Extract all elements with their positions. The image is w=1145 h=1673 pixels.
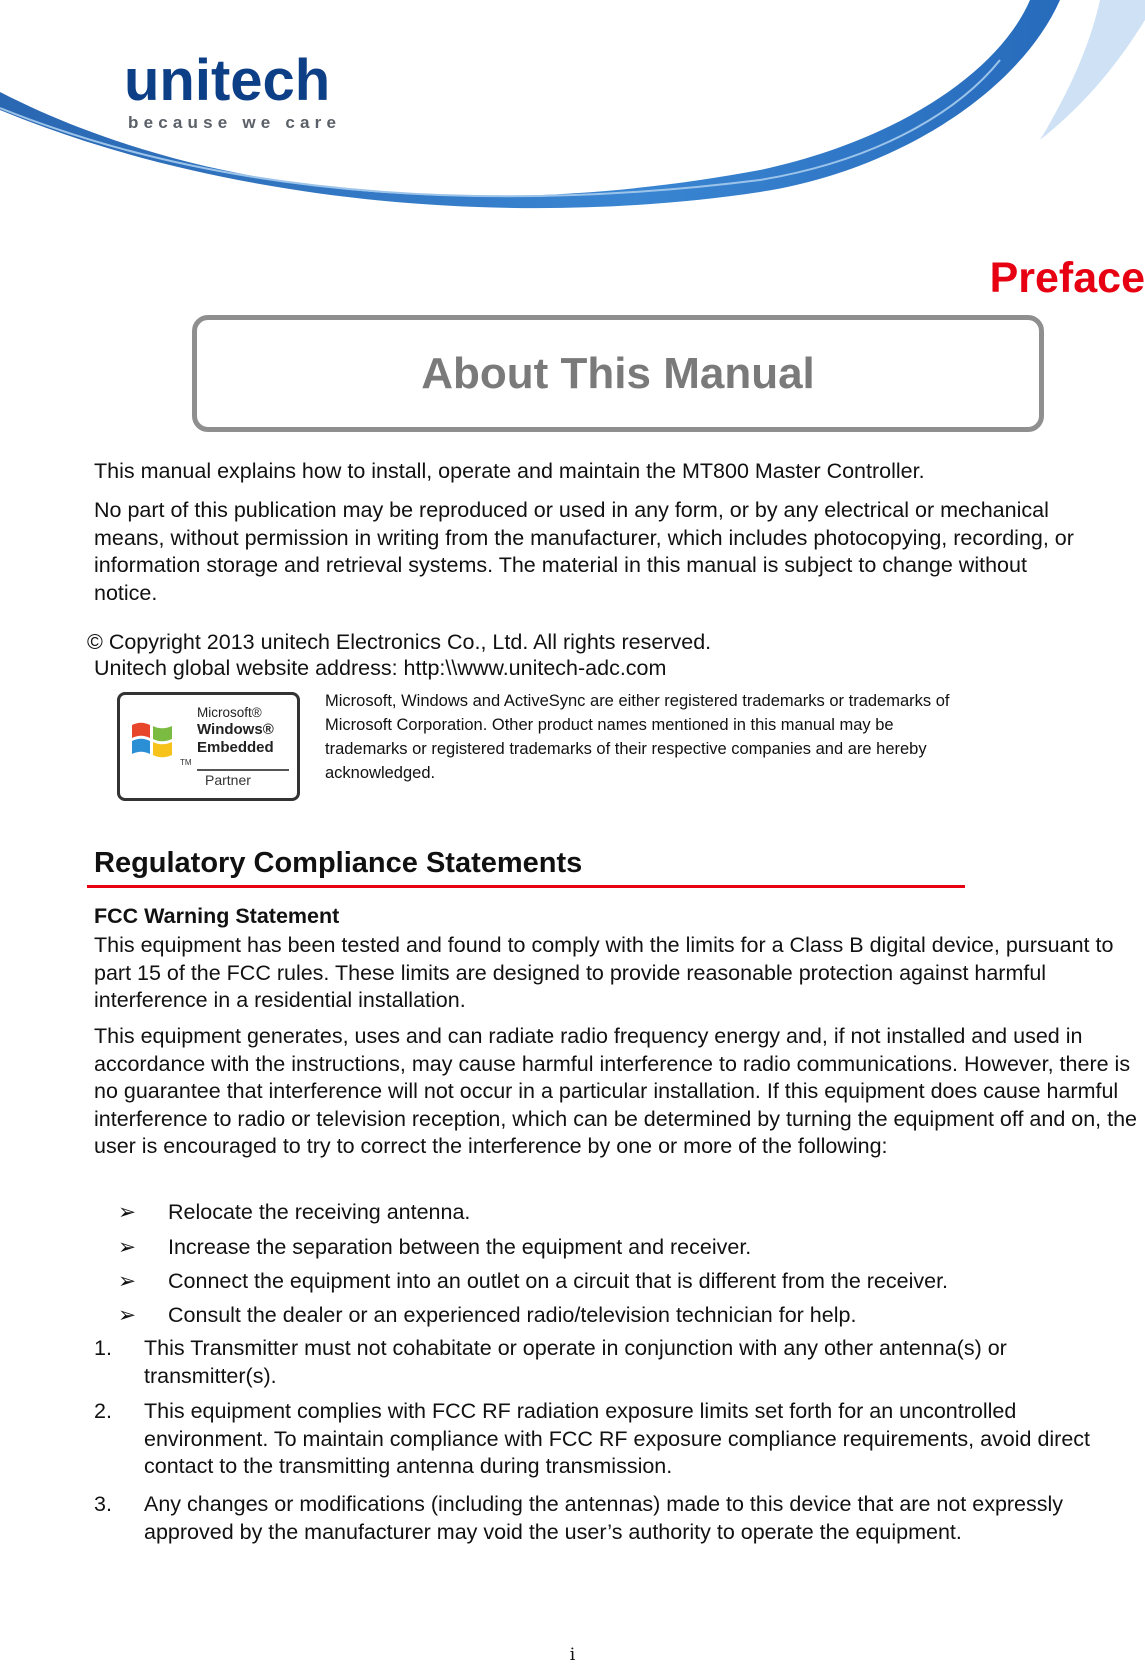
bullet-text: Relocate the receiving antenna. — [168, 1200, 471, 1224]
bullet-text: Increase the separation between the equipment and receiver. — [168, 1235, 752, 1259]
regulatory-heading: Regulatory Compliance Statements — [94, 847, 583, 879]
copyright-line: © Copyright 2013 unitech Electronics Co., Ltd. All rights reserved. — [87, 630, 712, 654]
windows-flag-icon — [130, 717, 174, 761]
badge-windows-label: Windows® — [197, 721, 274, 738]
fcc-warning-heading: FCC Warning Statement — [94, 904, 340, 928]
intro-paragraph-reproduction: No part of this publication may be reproduced or used in any form, or by any electrical or mechanical means, without permission in writing from the manufacturer, which includes photocopying, recording, or information storage and retrieval systems. The material in this manual is subject to change without notice. — [94, 498, 1074, 605]
heading-underline — [87, 885, 965, 888]
logo-tagline: because we care — [128, 113, 342, 132]
item-number: 3. — [94, 1492, 112, 1516]
item-text: This equipment complies with FCC RF radiation exposure limits set forth for an uncontrolled environment. To maintain compliance with FCC RF exposure compliance requirements, avoid direct contact to the transmitting antenna during transmission. — [144, 1399, 1091, 1478]
about-manual-title: About This Manual — [421, 348, 815, 398]
badge-divider — [197, 769, 289, 771]
intro-paragraph-purpose: This manual explains how to install, operate and maintain the MT800 Master Controller. — [94, 459, 925, 483]
page-number: i — [569, 1645, 576, 1665]
logo-wordmark: unitech — [124, 48, 331, 113]
fcc-paragraph-interference: This equipment generates, uses and can radiate radio frequency energy and, if not installed and used in accordance with the instructions, may cause harmful interference to radio communications. However, there is no guarantee that interference will not occur in a particular installation. If this equipment does cause harmful interference to radio or television reception, which can be determined by turning the equipment off and on, the user is encouraged to try to correct the interference by one or more of the following: — [94, 1024, 1138, 1158]
website-line: Unitech global website address: http:\\www.unitech-adc.com — [94, 656, 667, 680]
fcc-paragraph-limits: This equipment has been tested and found to comply with the limits for a Class B digital device, pursuant to part 15 of the FCC rules. These limits are designed to provide reasonable protection against harmful interference in a residential installation. — [94, 933, 1114, 1012]
bullet-text: Consult the dealer or an experienced radio/television technician for help. — [168, 1303, 857, 1327]
bullet-arrow-icon: ➢ — [118, 1200, 137, 1224]
bullet-text: Connect the equipment into an outlet on a circuit that is different from the receiver. — [168, 1269, 949, 1293]
item-number: 1. — [94, 1336, 112, 1360]
badge-text — [197, 704, 297, 757]
bullet-arrow-icon: ➢ — [118, 1303, 137, 1327]
badge-partner-label: Partner — [205, 772, 251, 788]
about-manual-box — [192, 315, 1044, 432]
badge-microsoft-label: Microsoft® — [197, 705, 262, 720]
microsoft-embedded-partner-badge — [117, 692, 300, 801]
item-text: This Transmitter must not cohabitate or operate in conjunction with any other antenna(s) or transmitter(s). — [144, 1336, 1007, 1388]
item-number: 2. — [94, 1399, 112, 1423]
badge-embedded-label: Embedded — [197, 739, 274, 756]
trademark-note: Microsoft, Windows and ActiveSync are either registered trademarks or trademarks of Microsoft Corporation. Other product names mentioned in this manual may be trademarks or registered trademarks of their respective companies and are hereby acknowledged. — [325, 692, 950, 782]
badge-tm-mark: TM — [180, 758, 192, 767]
preface-title: Preface — [989, 254, 1145, 302]
bullet-arrow-icon: ➢ — [118, 1269, 137, 1293]
item-text: Any changes or modifications (including the antennas) made to this device that are not expressly approved by the manufacturer may void the user’s authority to operate the equipment. — [144, 1492, 1064, 1544]
unitech-logo — [124, 48, 342, 134]
bullet-arrow-icon: ➢ — [118, 1235, 137, 1259]
